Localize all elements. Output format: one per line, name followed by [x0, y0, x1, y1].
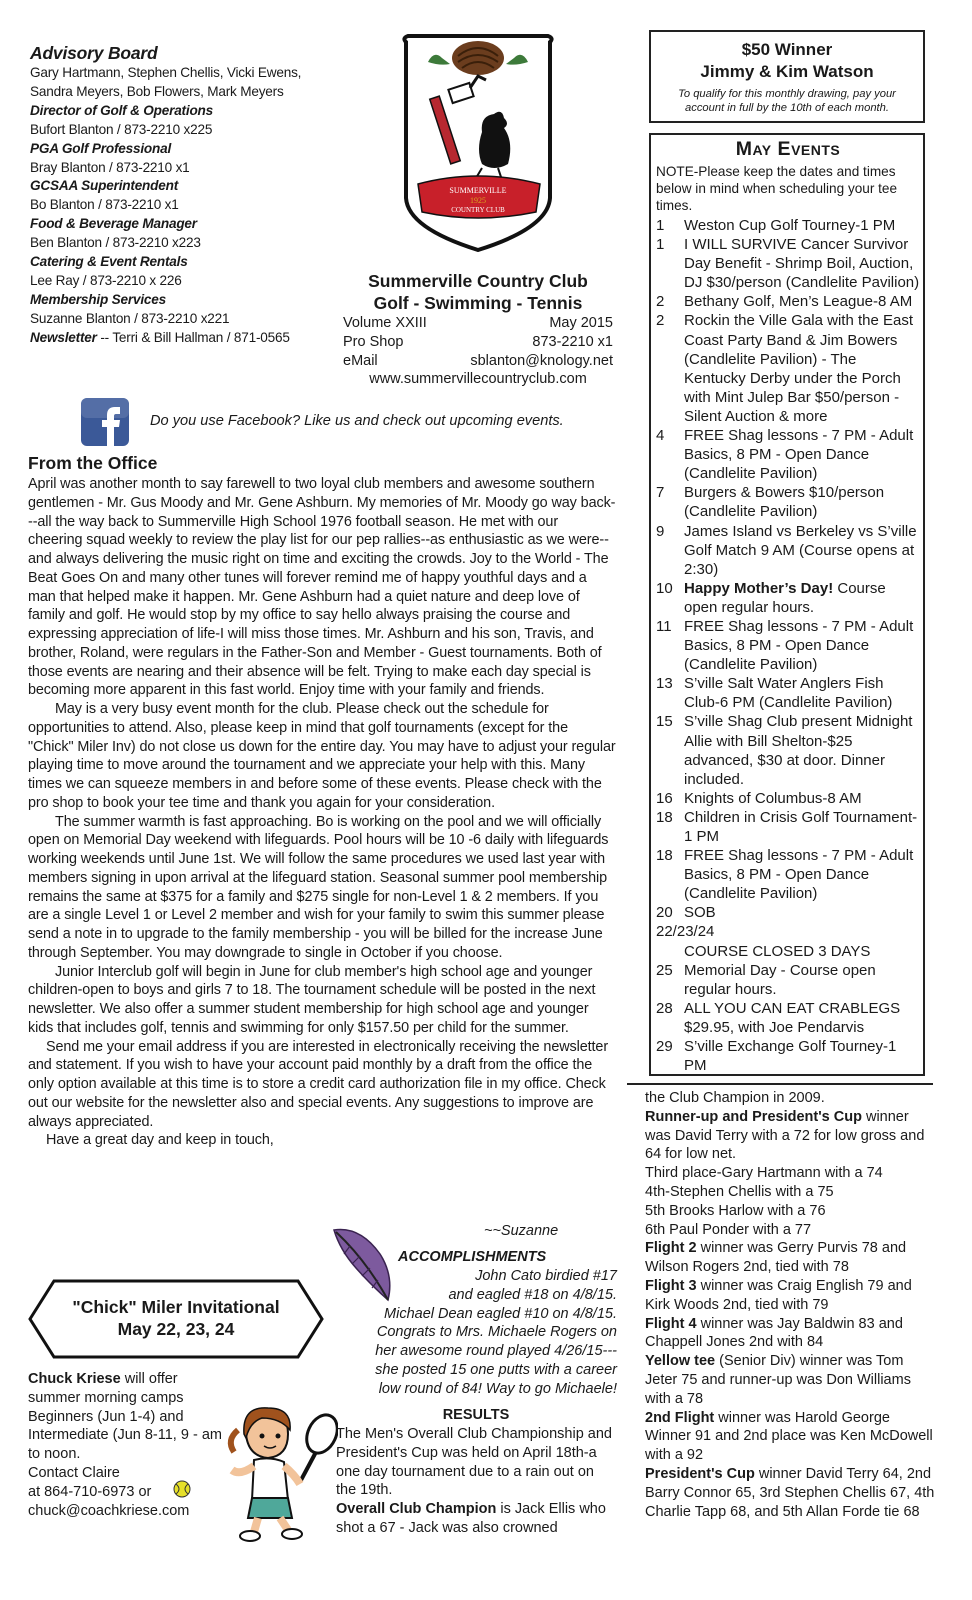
result-text: winner was Gerry Purvis 78 and Wilson Rogers 2nd, tied with 78 [645, 1240, 907, 1276]
miler-banner [40, 1296, 312, 1340]
role-title: PGA Golf Professional [30, 140, 172, 156]
role-value: Ben Blanton / 873-2210 x223 [30, 235, 201, 251]
proshop-label: Pro Shop [343, 333, 404, 350]
role-value: Lee Ray / 873-2210 x 226 [30, 272, 182, 288]
event-text: COURSE CLOSED 3 DAYS [684, 942, 871, 960]
logo-banner-text: COUNTRY CLUB [451, 206, 505, 214]
event-text: Weston Cup Golf Tourney-1 PM [684, 217, 896, 234]
volume: Volume XXIII [343, 315, 427, 331]
event-item [656, 999, 920, 1037]
event-text: Burgers & Bowers $10/person (Candlelite Pavilion) [684, 484, 885, 521]
event-item [656, 579, 920, 617]
role-title: Director of Golf & Operations [30, 102, 214, 118]
event-item [656, 216, 920, 235]
role-value: Bray Blanton / 873-2210 x1 [30, 159, 190, 175]
event-day: 18 [656, 847, 673, 865]
event-text: S’ville Shag Club present Midnight Allie with Bill Shelton-$25 advanced, $30 at door. Dinner included. [684, 713, 913, 788]
events-note: NOTE-Please keep the dates and times below in mind when scheduling your tee times. [656, 164, 898, 213]
event-text: FREE Shag lessons - 7 PM - Adult Basics, 8 PM - Open Dance (Candlelite Pavilion) [684, 617, 914, 674]
event-text: FREE Shag lessons - 7 PM - Adult Basics, 8 PM - Open Dance (Candlelite Pavilion) [684, 427, 914, 483]
event-text: FREE Shag lessons - 7 PM - Adult Basics, 8 PM - Open Dance (Candlelite Pavilion) [684, 847, 914, 903]
result-item [645, 1108, 935, 1164]
event-item [656, 922, 920, 960]
accomplishment-line: John Cato birdied #17 [475, 1268, 617, 1284]
results-text [336, 1425, 618, 1538]
email-label: eMail [343, 352, 378, 369]
office-paragraph: Junior Interclub golf will begin in June for club member's high school age and younger children-open to boys and girls 7 to 18. The tournament schedule will be posted in the next newsletter. We also offer a summer student membership for high school age and younger kids that includes golf, tennis and swimming for only $157.50 per child for the summer. [28, 963, 596, 1036]
camp-coach: Chuck Kriese [28, 1371, 121, 1387]
event-item [656, 426, 920, 483]
role-title: Membership Services [30, 291, 166, 307]
event-day: 2 [656, 293, 665, 311]
event-day: 20 [656, 904, 673, 922]
volume-row [343, 314, 613, 333]
advisory-board [30, 42, 330, 348]
event-item [656, 961, 920, 999]
result-item: 6th Paul Ponder with a 77 [645, 1221, 812, 1238]
event-day: 29 [656, 1038, 673, 1056]
event-item [656, 808, 920, 846]
office-paragraph: May is a very busy event month for the club. Please check out the schedule for opportunities to attend. Also, please keep in mind that golf tournaments (except for the "Chick" Miler Inv) do not close us down for the entire day. You may have to adjust your regular playing time to move around the tournament and we appreciate your help with this. Many times we can squeeze members in and before some of these events. Please check with the pro shop to book your tee time and thank you again for your consideration. [28, 701, 616, 811]
event-day: 15 [656, 713, 673, 731]
event-text: Children in Crisis Golf Tournament-1 PM [684, 808, 918, 845]
camp-description [28, 1370, 228, 1464]
results-title: RESULTS [442, 1407, 510, 1423]
camp-email[interactable]: chuck@coachkriese.com [28, 1502, 190, 1519]
role-title: Catering & Event Rentals [30, 254, 188, 270]
result-text: winner David Terry 64, 2nd Barry Connor 65, 3rd Stephen Chellis 67, 4th Charlie Tapp 68, and 5th Allan Forde tie 68 [645, 1465, 935, 1520]
event-highlight: Happy Mother’s Day! [684, 579, 834, 597]
result-text: winner was David Terry with a 72 for low gross and 64 for low net. [645, 1108, 925, 1163]
result-item: Third place-Gary Hartmann with a 74 [645, 1165, 883, 1182]
event-item [656, 235, 920, 292]
advisory-members: Gary Hartmann, Stephen Chellis, Vicki Ewens, [30, 65, 302, 80]
event-text: Rockin the Ville Gala with the East Coast Party Band & Jim Bowers (Candlelite Pavilion) - The Kentucky Derby under the Porch with Mint Julep Bar $50/person - Silent Auction & more [684, 312, 914, 425]
club-logo [398, 28, 558, 252]
result-item [645, 1239, 935, 1277]
result-label: President's Cup [645, 1465, 755, 1482]
result-item [645, 1352, 935, 1408]
role-value: Suzanne Blanton / 873-2210 x221 [30, 310, 230, 326]
event-day: 10 [656, 579, 673, 597]
email-row [343, 352, 613, 371]
event-item [656, 846, 920, 903]
result-label: Yellow tee [645, 1353, 716, 1370]
result-text: winner was Craig English 79 and Kirk Woods 2nd, tied with 79 [645, 1277, 912, 1313]
event-day: 22/23/24 [656, 923, 715, 941]
event-item [656, 483, 920, 521]
result-label: Flight 3 [645, 1277, 697, 1294]
accomplishment-line: she posted 15 one putts with a career [375, 1361, 617, 1378]
camp-contact: Contact Claire [28, 1464, 120, 1481]
proshop-phone: 873-2210 x1 [532, 333, 613, 350]
winner-title: $50 Winner [741, 40, 833, 59]
events-title: May Events [735, 138, 841, 160]
champion-label: Overall Club Champion [336, 1501, 497, 1518]
event-day: 1 [656, 236, 665, 254]
camp-phone: at 864-710-6973 or [28, 1483, 152, 1500]
accomplishments-text [345, 1267, 617, 1399]
event-text: Knights of Columbus-8 AM [684, 789, 862, 807]
event-text: S’ville Salt Water Anglers Fish Club-6 PM (Candlelite Pavilion) [684, 675, 893, 712]
event-text: Bethany Golf, Men’s League-8 AM [684, 293, 913, 311]
winner-box [649, 30, 925, 123]
miler-dates: May 22, 23, 24 [117, 1319, 235, 1339]
result-item: 4th-Stephen Chellis with a 75 [645, 1183, 834, 1200]
role-title: GCSAA Superintendent [30, 178, 179, 194]
facebook-text: Do you use Facebook? Like us and check out upcoming events. [150, 413, 564, 429]
logo-banner-year: 1925 [470, 196, 486, 205]
event-text: I WILL SURVIVE Cancer Survivor Day Benefit - Shrimp Boil, Auction, DJ $30/person (Candlelite Pavilion) [684, 236, 920, 292]
club-website[interactable]: www.summervillecountryclub.com [369, 371, 587, 388]
result-item [645, 1409, 935, 1465]
office-closing: Have a great day and keep in touch, [46, 1132, 274, 1149]
event-text-rest: Course open regular hours. [684, 579, 886, 616]
advisory-members: Sandra Meyers, Bob Flowers, Mark Meyers [30, 83, 284, 99]
result-item: 5th Brooks Harlow with a 76 [645, 1202, 826, 1219]
club-info [343, 270, 613, 389]
accomplishment-line: and eagled #18 on 4/8/15. [448, 1286, 617, 1303]
event-day: 18 [656, 808, 673, 826]
tennis-player-illustration [218, 1404, 338, 1544]
camp-text: will offer summer morning camps Beginners (Jun 1-4) and Intermediate (Jun 8-11, 9 - am to noon. [28, 1371, 222, 1463]
event-text: James Island vs Berkeley vs S’ville Golf Match 9 AM (Course opens at 2:30) [684, 522, 917, 578]
results-intro: The Men's Overall Club Championship and President's Cup was held on April 18th-a one day tournament due to a rain out on the 19th. [336, 1426, 612, 1499]
events-box [649, 133, 925, 1076]
office-paragraph: Send me your email address if you are interested in electronically receiving the newsletter and statement. If you wish to have your account paid monthly by a draft from the office the only option available at this time is to store a credit card authorization file in my office. Check out our website for the newsletter also and special events. Any suggestions to improve are always appreciated. [28, 1038, 609, 1130]
accomplishments-title: ACCOMPLISHMENTS [398, 1249, 547, 1265]
event-day: 2 [656, 312, 665, 330]
event-text: Memorial Day - Course open regular hours. [684, 961, 876, 998]
event-day: 9 [656, 522, 665, 540]
event-text [684, 579, 920, 617]
event-day: 7 [656, 484, 665, 502]
issue-date: May 2015 [549, 315, 613, 331]
office-paragraph: The summer warmth is fast approaching. Bo is working on the pool and we will officially open on Memorial Day weekend with lifeguards. Pool hours will be 10 -6 daily with lifeguards working weekends until June 1st. We will follow the same procedures we used last year with members signing in upon arrival at the lifeguard station. Seasonal summer pool membership remains the same at $375 for a family and $275 single for non-Level 1 & 2 members. If you are a single Level 1 or Level 2 member and wish for your family to swim this summer please send a note in to upgrade to the family membership - you will be billed for the increase June through September. You may downgrade to single in October if you choose. [28, 813, 609, 961]
accomplishment-line: her awesome round played 4/26/15--- [375, 1343, 617, 1360]
newsletter-value: -- Terri & Bill Hallman / 871-0565 [96, 329, 290, 345]
role-title: Food & Beverage Manager [30, 216, 197, 232]
event-day: 13 [656, 675, 673, 693]
event-day: 4 [656, 427, 665, 445]
result-item [645, 1277, 935, 1315]
event-day: 28 [656, 999, 673, 1017]
result-text: winner was Harold George Winner 91 and 2nd place was Ken McDowell with a 92 [645, 1409, 933, 1464]
result-label: Flight 4 [645, 1315, 697, 1332]
office-paragraph: April was another month to say farewell to two loyal club members and awesome southern gentlemen - Mr. Gus Moody and Mr. Gene Ashburn. My memories of Mr. Moody go way back---all the way back to Summerville High School 1976 football season. He met with our cheering squad weekly to review the play list for our pep rallies--as enthusiastic as we were--and always delivering the music right on time and exciting the crowds. Joy to the World - The Beat Goes On and many other tunes will forever remind me of happy youthful days and a man that helped make it happen. Mr. Gene Ashburn had a quiet nature and deep love of family and golf. He would stop by my office to say hello always praising the course and expressing appreciation of life-I will miss those times. Mr. Ashburn and his son, Travis, and brother, Roland, were regulars in the Father-Son and Member - Guest tournaments. Both of those events are nearing and their absence will be felt. Trying to make each day special is becoming more apparent in this fast world. Enjoy time with your family and friends. [28, 476, 616, 699]
result-label: 2nd Flight [645, 1409, 715, 1426]
proshop-row [343, 333, 613, 352]
result-text: winner was Jay Baldwin 83 and Chappell Jones 2nd with 84 [645, 1315, 903, 1351]
accomplishment-line: Michael Dean eagled #10 on 4/8/15. [384, 1305, 617, 1322]
event-item [656, 311, 920, 426]
event-day: 16 [656, 789, 673, 807]
results-continued [645, 1089, 935, 1521]
event-item [656, 712, 920, 788]
column-divider [627, 1083, 933, 1085]
event-item [656, 292, 920, 311]
results-cont-line: the Club Champion in 2009. [645, 1090, 825, 1106]
role-value: Bo Blanton / 873-2210 x1 [30, 197, 179, 213]
newsletter-credit [30, 329, 330, 348]
office-title: From the Office [28, 453, 158, 473]
office-article [28, 475, 616, 1150]
event-text: ALL YOU CAN EAT CRABLEGS $29.95, with Joe Pendarvis [684, 999, 901, 1036]
champion-text: is Jack Ellis who shot a 67 - Jack was also crowned [336, 1501, 606, 1536]
role-value: Bufort Blanton / 873-2210 x225 [30, 121, 213, 137]
results-champion [336, 1500, 618, 1538]
accomplishment-line: Congrats to Mrs. Michaele Rogers on [376, 1324, 617, 1341]
result-label: Flight 2 [645, 1240, 697, 1257]
result-label: Runner-up and President's Cup [645, 1108, 862, 1125]
winner-names: Jimmy & Kim Watson [700, 62, 874, 81]
miler-title: "Chick" Miler Invitational [72, 1297, 280, 1317]
event-item [656, 674, 920, 712]
event-item [656, 617, 920, 674]
event-item [656, 789, 920, 808]
event-text: SOB [684, 904, 716, 922]
event-text: S’ville Exchange Golf Tourney-1 PM [684, 1038, 897, 1075]
event-item [656, 903, 920, 922]
event-day: 11 [656, 617, 672, 635]
accomplishment-line: low round of 84! Way to go Michaele! [378, 1380, 617, 1397]
winner-note: To qualify for this monthly drawing, pay your account in full by the 10th of each month. [678, 88, 896, 114]
newsletter-label: Newsletter [30, 329, 97, 345]
result-item [645, 1315, 935, 1353]
tennis-camp [28, 1370, 228, 1520]
logo-banner-text: SUMMERVILLE [449, 186, 507, 195]
event-day: 25 [656, 961, 673, 979]
club-name: Summerville Country Club [368, 271, 588, 291]
advisory-title: Advisory Board [30, 43, 158, 63]
office-signature: ~~Suzanne [484, 1223, 559, 1239]
tennis-ball-icon [173, 1480, 191, 1498]
result-text: (Senior Div) winner was Tom Jeter 75 and runner-up was Don Williams with a 78 [645, 1353, 911, 1407]
result-item [645, 1465, 935, 1521]
club-email[interactable]: sblanton@knology.net [470, 352, 613, 369]
club-sports: Golf - Swimming - Tennis [373, 293, 583, 313]
event-day: 1 [656, 217, 665, 234]
event-item [656, 522, 920, 579]
event-item [656, 1037, 920, 1075]
facebook-icon[interactable] [80, 397, 130, 447]
